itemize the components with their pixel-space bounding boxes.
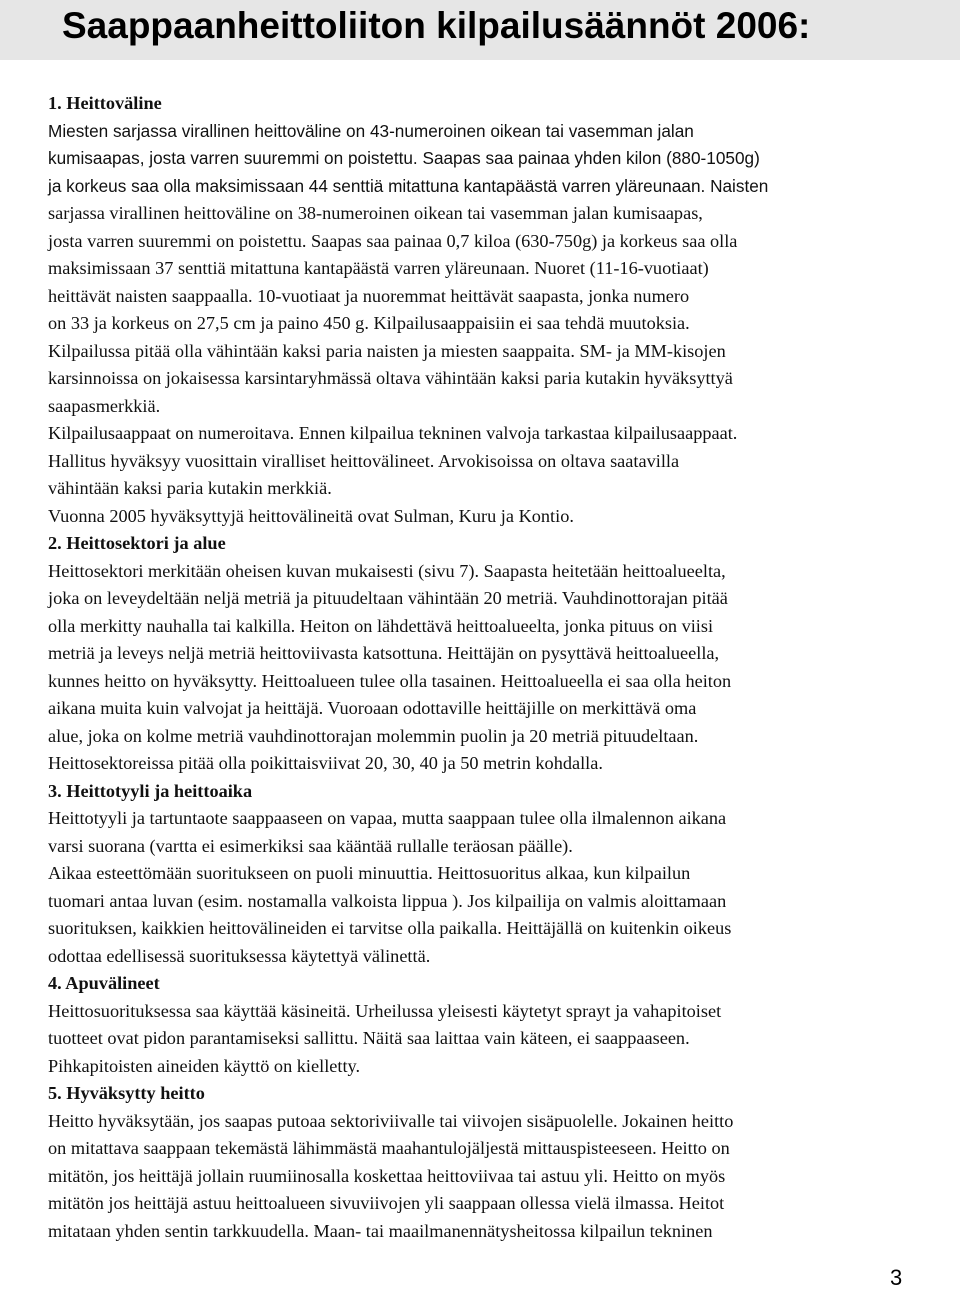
paragraph-line: aikana muita kuin valvojat ja heittäjä. Vuoroaan odottaville heittäjille on merkittävä oma xyxy=(48,698,697,718)
document-body xyxy=(48,90,943,1245)
paragraph-line: on mitattava saappaan tekemästä lähimmästä maahantulojäljestä mittauspisteeseen. Heitto on xyxy=(48,1138,730,1158)
paragraph-line: joka on leveydeltään neljä metriä ja pituudeltaan vähintään 20 metriä. Vauhdinottorajan pitää xyxy=(48,588,728,608)
paragraph-line: Heittosuorituksessa saa käyttää käsineitä. Urheilussa yleisesti käytetyt sprayt ja vahapitoiset xyxy=(48,1000,722,1021)
page-title: Saappaanheittoliiton kilpailusäännöt 2006: xyxy=(62,5,811,46)
paragraph-line: heittävät naisten saappaalla. 10-vuotiaat ja nuoremmat heittävät saapasta, jonka numero xyxy=(48,285,690,306)
paragraph-line: Kilpailusaappaat on numeroitava. Ennen kilpailua tekninen valvoja tarkastaa kilpailusaappaat. xyxy=(48,423,738,443)
title-bar xyxy=(0,0,960,60)
paragraph-line: josta varren suuremmi on poistettu. Saapas saa painaa 0,7 kiloa (630-750g) ja korkeus saa olla xyxy=(48,230,738,251)
paragraph-line: odottaa edellisessä suorituksessa käytettyä välinettä. xyxy=(48,945,431,966)
paragraph-line: alue, joka on kolme metriä vauhdinottorajan molemmin puolin ja 20 metriä pituudeltaan. xyxy=(48,725,699,746)
paragraph-line: kunnes heitto on hyväksytty. Heittoalueen tulee olla tasainen. Heittoalueella ei saa olla heiton xyxy=(48,670,732,691)
paragraph-line: mitätön, jos heittäjä jollain ruumiinosalla koskettaa heittoviivaa tai astuu yli. Heitto on myös xyxy=(48,1165,726,1186)
paragraph-line: maksimissaan 37 senttiä mitattuna kantapäästä varren yläreunaan. Nuoret (11-16-vuotiaat) xyxy=(48,258,709,278)
paragraph-line: karsinnoissa on jokaisessa karsintaryhmässä oltava vähintään kaksi paria kutakin hyväksyttyä xyxy=(48,368,733,388)
paragraph-line: Hallitus hyväksyy vuosittain viralliset heittovälineet. Arvokisoissa on oltava saatavilla xyxy=(48,450,680,471)
section-heading: 4. Apuvälineet xyxy=(48,973,160,993)
paragraph-line: saapasmerkkiä. xyxy=(48,395,161,416)
paragraph-line: Heittotyyli ja tartuntaote saappaaseen on vapaa, mutta saappaan tulee olla ilmalennon aikana xyxy=(48,808,727,828)
paragraph-line: metriä ja leveys neljä metriä heittoviivasta katsottuna. Heittäjän on pysyttävä heittoalueella, xyxy=(48,643,720,663)
paragraph-line: olla merkitty nauhalla tai kalkilla. Heiton on lähdettävä heittoalueelta, jonka pituus on viisi xyxy=(48,615,714,636)
section-heading: 5. Hyväksytty heitto xyxy=(48,1083,205,1103)
paragraph-line: Miesten sarjassa virallinen heittoväline on 43-numeroinen oikean tai vasemman jalan xyxy=(48,120,694,141)
section-heading: 2. Heittosektori ja alue xyxy=(48,533,226,553)
paragraph-line: sarjassa virallinen heittoväline on 38-numeroinen oikean tai vasemman jalan kumisaapas, xyxy=(48,203,703,223)
paragraph-line: mitätön jos heittäjä astuu heittoalueen sivuviivojen yli saappaan ollessa vielä ilmassa. Heitot xyxy=(48,1193,725,1213)
paragraph-line: on 33 ja korkeus on 27,5 cm ja paino 450 g. Kilpailusaappaisiin ei saa tehdä muutoksia. xyxy=(48,313,690,333)
section-heading: 3. Heittotyyli ja heittoaika xyxy=(48,780,253,801)
paragraph-line: Heittosektori merkitään oheisen kuvan mukaisesti (sivu 7). Saapasta heitetään heittoalueelta, xyxy=(48,560,726,581)
paragraph-line: varsi suorana (vartta ei esimerkiksi saa kääntää rullalle teräosan päälle). xyxy=(48,835,573,856)
paragraph-line: Heitto hyväksytään, jos saapas putoaa sektoriviivalle tai viivojen sisäpuolelle. Jokainen heitto xyxy=(48,1110,734,1131)
paragraph-line: kumisaapas, josta varren suuremmi on poistettu. Saapas saa painaa yhden kilon (880-1050g) xyxy=(48,148,760,168)
paragraph-line: mitataan yhden sentin tarkkuudella. Maan- tai maailmanennätysheitossa kilpailun tekninen xyxy=(48,1220,713,1241)
paragraph-line: tuotteet ovat pidon parantamiseksi sallittu. Näitä saa laittaa vain käteen, ei saappaaseen. xyxy=(48,1028,690,1048)
section-heading: 1. Heittoväline xyxy=(48,93,162,113)
paragraph-line: Kilpailussa pitää olla vähintään kaksi paria naisten ja miesten saappaita. SM- ja MM-kisojen xyxy=(48,340,726,361)
paragraph-line: ja korkeus saa olla maksimissaan 44 senttiä mitattuna kantapäästä varren yläreunaan. Naisten xyxy=(48,175,769,196)
paragraph-line: vähintään kaksi paria kutakin merkkiä. xyxy=(48,478,332,498)
paragraph-line: suorituksen, kaikkien heittovälineiden ei tarvitse olla paikalla. Heittäjällä on kuitenkin oikeus xyxy=(48,918,732,938)
paragraph-line: tuomari antaa luvan (esim. nostamalla valkoista lippua ). Jos kilpailija on valmis aloittamaan xyxy=(48,890,727,911)
paragraph-line: Pihkapitoisten aineiden käyttö on kielletty. xyxy=(48,1055,361,1076)
paragraph-line: Aikaa esteettömään suoritukseen on puoli minuuttia. Heittosuoritus alkaa, kun kilpailun xyxy=(48,863,691,883)
paragraph-line: Heittosektoreissa pitää olla poikittaisviivat 20, 30, 40 ja 50 metrin kohdalla. xyxy=(48,753,603,773)
paragraph-line: Vuonna 2005 hyväksyttyjä heittovälineitä ovat Sulman, Kuru ja Kontio. xyxy=(48,505,574,526)
page-number: 3 xyxy=(890,1265,903,1290)
